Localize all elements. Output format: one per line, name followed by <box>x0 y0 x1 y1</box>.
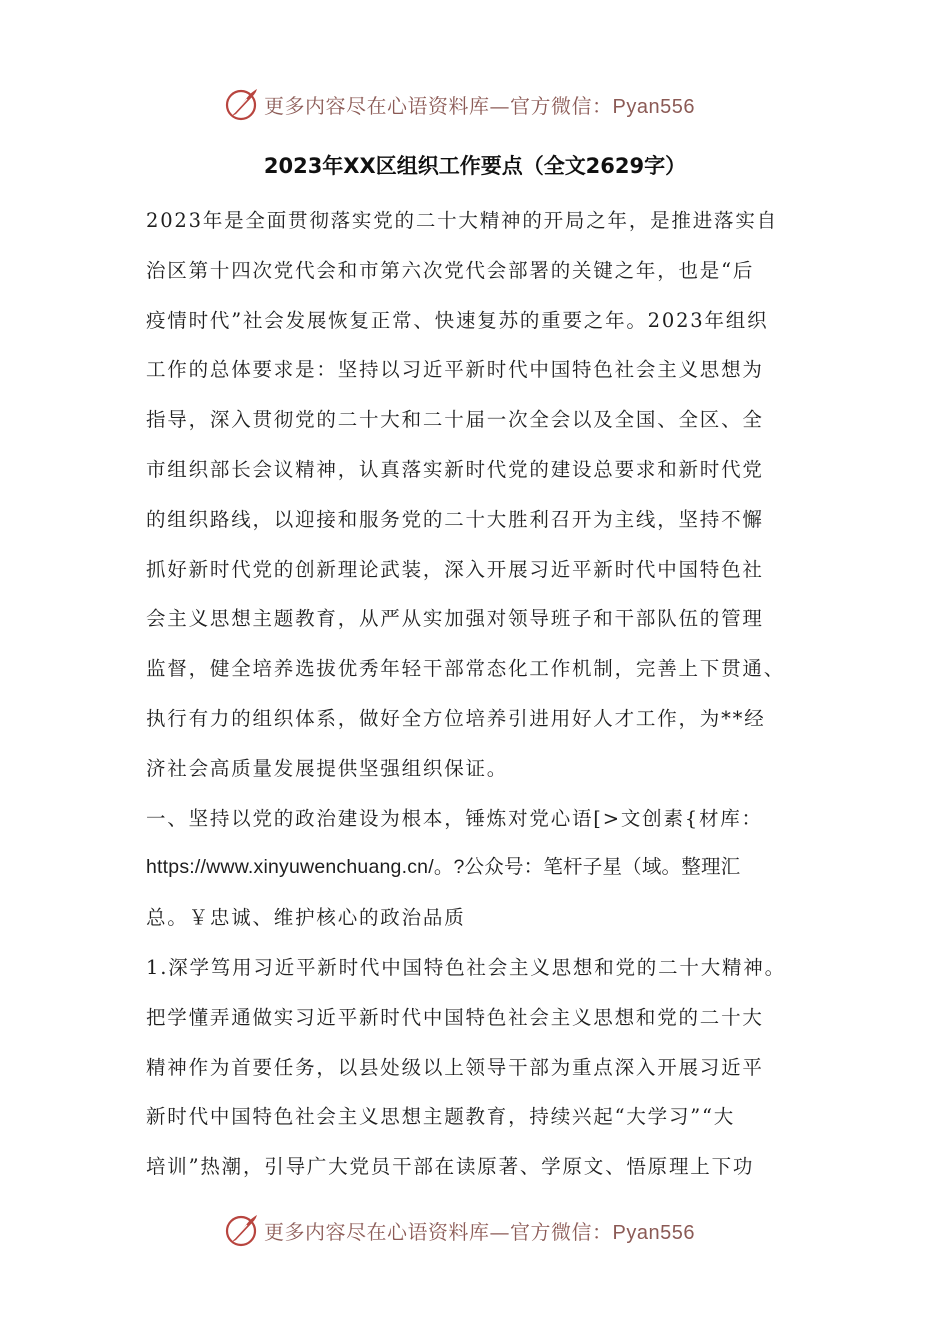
quill-logo-icon <box>224 1212 260 1248</box>
document-title: 2023年XX区组织工作要点（全文2629字） <box>263 154 687 178</box>
watermark-banner-top <box>224 82 695 126</box>
text-line: 把学懂弄通做实习近平新时代中国特色社会主义思想和党的二十大 <box>146 1005 764 1029</box>
subsection-heading-line: 1.深学笃用习近平新时代中国特色社会主义思想和党的二十大精神。 <box>146 955 786 979</box>
text-line: 抓好新时代党的创新理论武装，深入开展习近平新时代中国特色社 <box>146 557 764 581</box>
text-line: 2023年是全面贯彻落实党的二十大精神的开局之年，是推进落实自 <box>146 209 778 232</box>
text-line: 精神作为首要任务，以县处级以上领导干部为重点深入开展习近平 <box>146 1055 764 1079</box>
text-line: 济社会高质量发展提供坚强组织保证。 <box>146 756 509 780</box>
watermark-banner-bottom <box>224 1208 695 1252</box>
text-line: 执行有力的组织体系，做好全方位培养引进用好人才工作，为**经 <box>146 706 766 730</box>
text-line: 疫情时代”社会发展恢复正常、快速复苏的重要之年。2023年组织 <box>146 308 769 332</box>
text-line: 市组织部长会议精神，认真落实新时代党的建设总要求和新时代党 <box>146 457 764 481</box>
wechat-id: Pyan556 <box>612 1221 695 1244</box>
section-heading-line: 总。￥忠诚、维护核心的政治品质 <box>146 906 466 930</box>
wechat-id: Pyan556 <box>612 95 695 118</box>
document-body <box>146 196 836 1192</box>
section-heading-line: 一、坚持以党的政治建设为根本，锤炼对党心语[>文创素{材库： <box>146 806 763 830</box>
quill-logo-icon <box>224 86 260 122</box>
text-line: 监督，健全培养选拔优秀年轻干部常态化工作机制，完善上下贯通、 <box>146 657 786 681</box>
text-line: 新时代中国特色社会主义思想主题教育，持续兴起“大学习”“大 <box>146 1105 736 1129</box>
text-line: 工作的总体要求是：坚持以习近平新时代中国特色社会主义思想为 <box>146 358 764 382</box>
text-line: 指导，深入贯彻党的二十大和二十届一次全会以及全国、全区、全 <box>146 408 764 432</box>
text-line: 的组织路线，以迎接和服务党的二十大胜利召开为主线，坚持不懈 <box>146 507 764 531</box>
text-line: 会主义思想主题教育，从严从实加强对领导班子和干部队伍的管理 <box>146 607 764 631</box>
watermark-text: 更多内容尽在心语资料库—官方微信：Pyan556 <box>264 1219 695 1244</box>
watermark-text: 更多内容尽在心语资料库—官方微信：Pyan556 <box>264 93 695 118</box>
url-line: https://www.xinyuwenchuang.cn/。?公众号：笔杆子星（域。整理汇 <box>146 856 741 879</box>
text-line: 治区第十四次党代会和市第六次党代会部署的关键之年，也是“后 <box>146 258 755 282</box>
text-line: 培训”热潮，引导广大党员干部在读原著、学原文、悟原理上下功 <box>146 1155 755 1179</box>
